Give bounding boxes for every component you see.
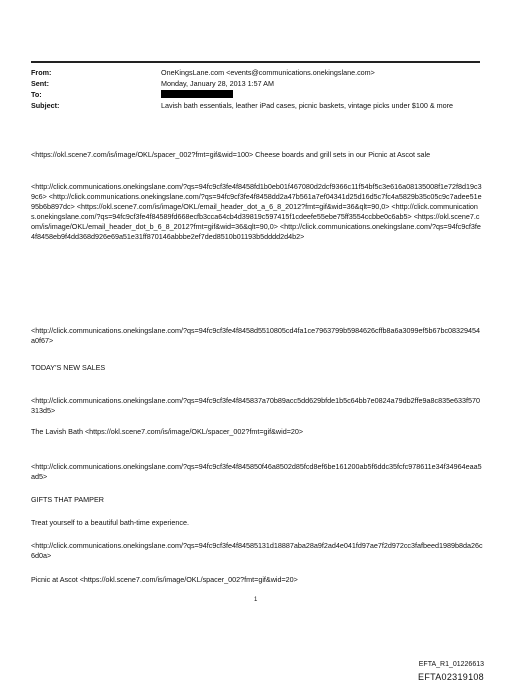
body-paragraph: <http://click.communications.onekingslane.com/?qs=94fc9cf3fe4f8458fd1b0eb01f467080d2dcf9366c11f54bf5c3e616a08135008f1e72f8d19c39c6> <http://click.communications.onekingslane.com/?qs=94fc9cf3fe4f8458dd2a47b561a7ef04341d25d16d5c7fc4a5829b35c05c9c7adee51e95b6b897dc> <https://okl.scene7.com/is/image/OKL/email_header_dot_a_6_8_2012?fmt=gif&wid=36&qlt=90,0> <http://click.communications.onekingslane.com/?qs=94fc9cf3fe4f84589fd668ecfb3cca64cb4d39819c597415f1cdeefe55ebe75ff3554ccbbe0c6ab5> <https://okl.scene7.com/is/image/OKL/email_header_dot_b_6_8_2012?fmt=gif&wid=36&qlt=90,0> <http://click.communications.onekingslane.com/?qs=94fc9cf3fe4f8458eb9f4dd368d926e69a51e31ff870146abbbe2ef7ded8510b01193b5dddd2d4b2> <box>31 182 482 241</box>
subject-value: Lavish bath essentials, leather iPad cases, picnic baskets, vintage picks under $100 & more <box>161 101 454 110</box>
sent-label: Sent: <box>31 79 49 88</box>
body-paragraph: <http://click.communications.onekingslane.com/?qs=94fc9cf3fe4f845850f46a8502d85fcd8ef6be161200ab5f6ddc35fcfc978611e34f34964eaa5ad5> <box>31 462 482 481</box>
section-heading: GIFTS THAT PAMPER <box>31 495 104 504</box>
to-value <box>161 90 481 99</box>
sent-value: Monday, January 28, 2013 1:57 AM <box>161 79 274 88</box>
section-heading: TODAY'S NEW SALES <box>31 363 106 372</box>
page-number: 1 <box>254 597 258 603</box>
body-paragraph: Picnic at Ascot <https://okl.scene7.com/is/image/OKL/spacer_002?fmt=gif&wid=20> <box>31 575 298 584</box>
body-paragraph: <http://click.communications.onekingslane.com/?qs=94fc9cf3fe4f84585131d18887aba28a9f2ad4e041fd97ae7f2d972cc3fafbeed1989b8da26c6d0a> <box>31 541 483 560</box>
body-paragraph: <https://okl.scene7.com/is/image/OKL/spacer_002?fmt=gif&wid=100> Cheese boards and grill sets in our Picnic at Ascot sale <box>31 150 431 159</box>
header-rule <box>31 61 480 63</box>
body-paragraph: The Lavish Bath <https://okl.scene7.com/is/image/OKL/spacer_002?fmt=gif&wid=20> <box>31 427 304 436</box>
redaction-box <box>161 90 233 98</box>
bates-number: EFTA02319108 <box>418 672 484 682</box>
from-value: OneKingsLane.com <events@communications.onekingslane.com> <box>161 68 375 77</box>
to-label: To: <box>31 90 42 99</box>
subject-label: Subject: <box>31 101 60 110</box>
body-paragraph: <http://click.communications.onekingslane.com/?qs=94fc9cf3fe4f8458d5510805cd4fa1ce7963799b5984626cffb8a6a3099ef5b67bc08329454a0f67> <box>31 326 481 345</box>
body-paragraph: Treat yourself to a beautiful bath-time experience. <box>31 518 189 527</box>
from-label: From: <box>31 68 52 77</box>
body-paragraph: <http://click.communications.onekingslane.com/?qs=94fc9cf3fe4f845837a70b89acc5dd629bfde1b5c64bb7e0824a79db2ffe9a8c835e633f570313d5> <box>31 396 481 415</box>
bates-number-small: EFTA_R1_01226613 <box>418 661 484 668</box>
